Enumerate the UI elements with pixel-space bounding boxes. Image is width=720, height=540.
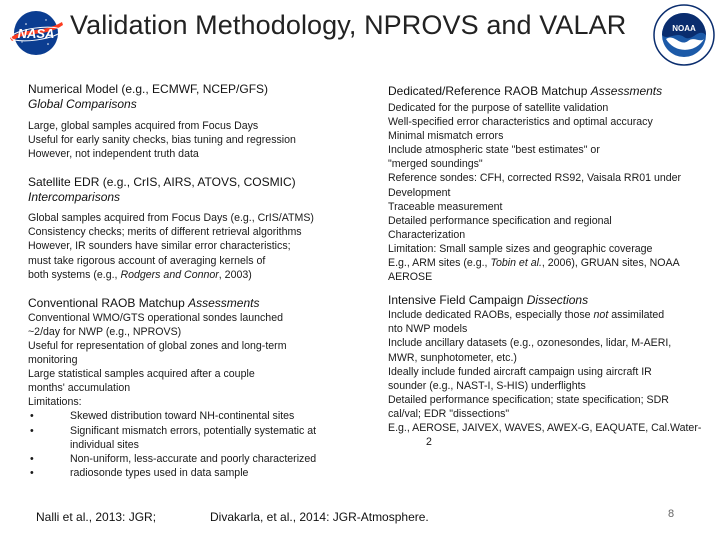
numerical-model-heading: Numerical Model (e.g., ECMWF, NCEP/GFS) Global Comparisons (28, 82, 269, 111)
dedicated-raob-heading: Dedicated/Reference RAOB Matchup Assessments (388, 84, 663, 98)
list-item: • Skewed distribution toward NH-continental sites (30, 410, 295, 423)
left-column (28, 82, 358, 480)
page-title: Validation Methodology, NPROVS and VALAR (70, 10, 627, 40)
noaa-logo-text: NOAA (672, 24, 696, 33)
satellite-edr-body: Global samples acquired from Focus Days (e.g., CrIS/ATMS) Consistency checks; merits of different retrieval algorithms However, IR sounders have similar error characteristics; must take rigorous account of averaging kernels of both systems (e.g., Rodgers and Connor, 2003) (28, 212, 314, 281)
footer-reference-1: Nalli et al., 2013: JGR; (36, 510, 157, 524)
dedicated-raob-body: Dedicated for the purpose of satellite validation Well-specified error characteristics and optimal accuracy Minimal mismatch errors Include atmospheric state "best estimates" or "merged soundings" Reference sondes: CFH, corrected RS92, Vaisala RR01 under Development Traceable measurement Detailed performance specification and regional Characterization Limitation: Small sample sizes and geographic coverage E.g., ARM sites (e.g., Tobin et al., 2006), GRUAN sites, NOAA AEROSE (388, 102, 682, 284)
list-item: • radiosonde types used in data sample (30, 466, 249, 479)
intensive-field-heading: Intensive Field Campaign Dissections (388, 293, 589, 308)
noaa-logo (652, 3, 716, 67)
nasa-logo-text: NASA (17, 26, 55, 41)
page-number: 8 (668, 508, 675, 520)
conventional-raob-heading: Conventional RAOB Matchup Assessments (28, 295, 260, 310)
footer-reference-2: Divakarla, et al., 2014: JGR-Atmosphere. (210, 510, 429, 524)
conventional-raob-body: Conventional WMO/GTS operational sondes launched ~2/day for NWP (e.g., NPROVS) Useful for representation of global zones and long-term monitoring Large statistical samples acquired after a couple months' accumulation Limitations: • Skewed distribution toward NH-continental sites • Significant mismatch errors, potentially systematic at individual sites • Non-uniform, less-accurate and poorly characterized • radiosonde types used in data sample (28, 311, 358, 480)
intensive-field-body: Include dedicated RAOBs, especially those not assimilated nto NWP models Include ancillary datasets (e.g., ozonesondes, lidar, M-AERI, MWR, sunphotometer, etc.) Ideally include funded aircraft campaign using aircraft IR sounder (e.g., NAST-I, S-HIS) underflights Detailed performance specification; state specification; SDR cal/val; EDR "dissections" E.g., AEROSE, JAIVEX, WAVES, AWEX-G, EAQUATE, Cal.Water- 2 (388, 309, 702, 449)
nasa-logo (6, 8, 66, 58)
numerical-model-body: Large, global samples acquired from Focus Days Useful for early sanity checks, bias tuning and regression However, not independent truth data (28, 120, 296, 161)
satellite-edr-heading: Satellite EDR (e.g., CrIS, AIRS, ATOVS, COSMIC) Intercomparisons (28, 175, 296, 205)
list-item: • Non-uniform, less-accurate and poorly characterized (30, 452, 317, 465)
list-item: • Significant mismatch errors, potentially systematic at individual sites (30, 424, 317, 451)
right-column (388, 84, 708, 449)
